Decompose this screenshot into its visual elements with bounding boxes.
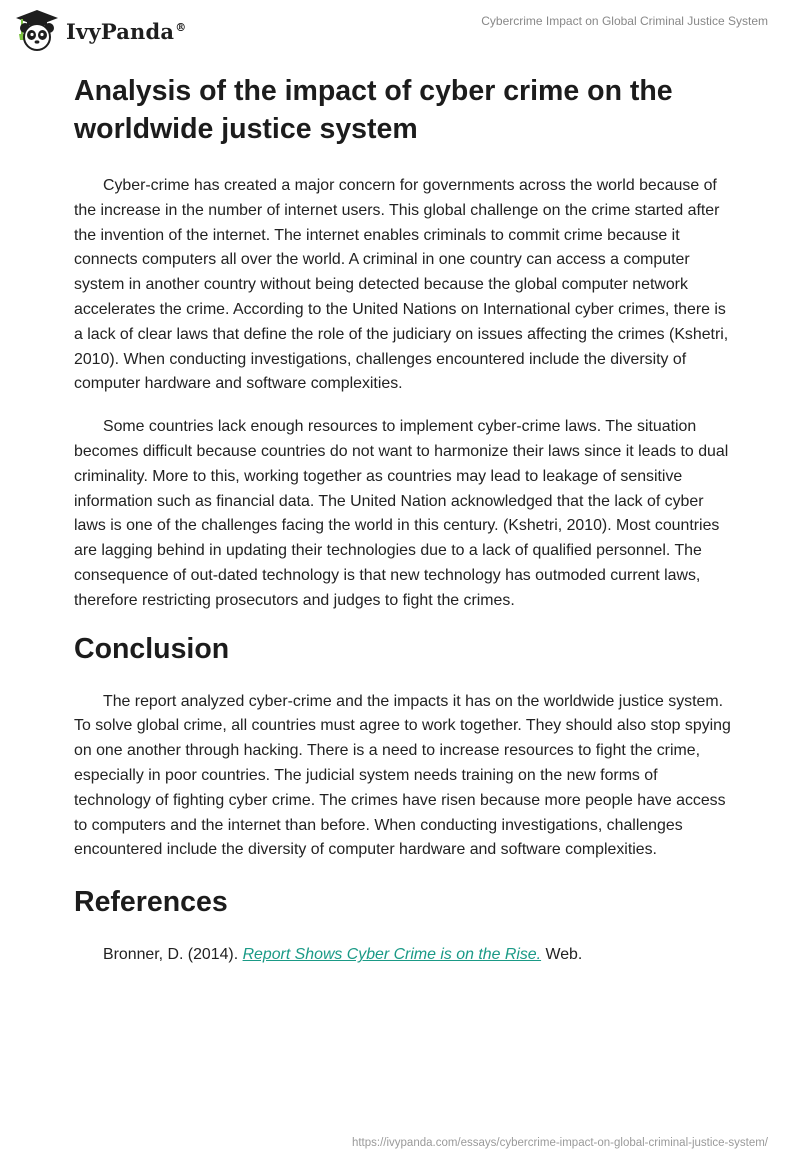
running-title: Cybercrime Impact on Global Criminal Justice System <box>481 14 768 28</box>
reference-link[interactable]: Report Shows Cyber Crime is on the Rise. <box>242 946 542 964</box>
brand-name: IvyPanda® <box>66 18 187 44</box>
references-heading: References <box>74 886 228 919</box>
article-body <box>74 72 734 968</box>
article-title: Analysis of the impact of cyber crime on the worldwide justice system <box>74 75 673 145</box>
ivypanda-logo[interactable] <box>14 8 186 54</box>
page-header <box>0 0 800 62</box>
conclusion-heading: Conclusion <box>74 632 230 665</box>
reference-citation: Bronner, D. (2014). <box>103 946 243 964</box>
source-url: https://ivypanda.com/essays/cybercrime-impact-on-global-criminal-justice-system/ <box>351 1137 768 1149</box>
panda-graduation-icon <box>14 8 60 54</box>
reference-suffix: Web. <box>541 946 583 964</box>
reference-entry <box>74 943 734 968</box>
body-paragraph: Some countries lack enough resources to implement cyber-crime laws. The situation becomes difficult because countries do not want to harmonize their laws since it leads to dual criminality. More to this, working together as countries may lead to leakage of sensitive information such as financial data. The United Nation acknowledged that the lack of cyber laws is one of the challenges facing the world in this century. (Kshetri, 2010). Most countries are lagging behind in updating their technologies due to a lack of qualified personnel. The consequence of out-dated technology is that new technology has outmoded current laws, therefore restricting prosecutors and judges to fight the crimes. <box>74 418 729 609</box>
conclusion-paragraph: The report analyzed cyber-crime and the impacts it has on the worldwide justice system. To solve global crime, all countries must agree to work together. They should also stop spying on one another through hacking. There is a need to increase resources to fight the crime, especially in poor countries. The judicial system needs training on the new forms of technology of fighting cyber crime. The crimes have risen because more people have access to computers and the internet than before. When conducting investigations, challenges encountered include the diversity of computer hardware and software complexities. <box>74 692 731 859</box>
body-paragraph: Cyber-crime has created a major concern for governments across the world because of the increase in the number of internet users. This global challenge on the crime started after the invention of the internet. The internet enables criminals to commit crime because it connects computers all over the world. A criminal in one country can access a computer system in another country without being detected because the global computer network accelerates the crime. According to the United Nations on International cyber crimes, there is a lack of clear laws that define the role of the judiciary on issues affecting the crimes (Kshetri, 2010). When conducting investigations, challenges encountered include the diversity of computer hardware and software complexities. <box>74 177 729 393</box>
